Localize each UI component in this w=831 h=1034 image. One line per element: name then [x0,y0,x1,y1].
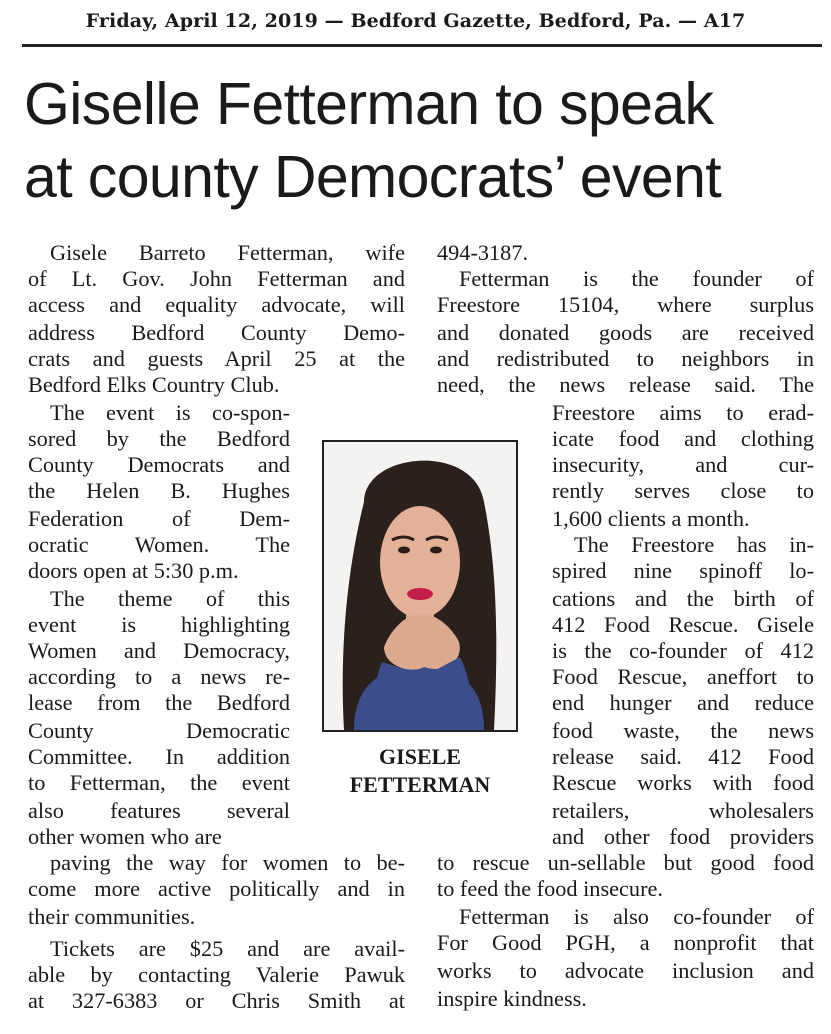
col2-line: insecurity, and cur- [552,452,814,477]
col1-line: Women and Democracy, [28,638,290,663]
col2-line: and donated goods are received [437,320,814,345]
col1-line: at 327-6383 or Chris Smith at [28,988,405,1013]
col2-line: 412 Food Rescue. Gisele [552,612,814,637]
col1-line: access and equality advocate, will [28,292,405,317]
col1-line: Federation of Dem- [28,506,290,531]
col1-line: Gisele Barreto Fetterman, wife [50,240,405,265]
col2-line: For Good PGH, a nonprofit that [437,930,814,955]
col2-line: icate food and clothing [552,426,814,451]
col2-line: 494-3187. [437,240,529,265]
col2-line: Freestore 15104, where surplus [437,292,814,317]
col2-line: Rescue works with food [552,770,814,795]
col2-line: Food Rescue, aneffort to [552,664,814,689]
col1-line: lease from the Bedford [28,690,290,715]
col2-line: works to advocate inclusion and [437,958,814,983]
col1-line: their communities. [28,904,196,929]
col1-line: paving the way for women to be- [50,850,405,875]
col1-line: able by contacting Valerie Pawuk [28,962,405,987]
folio-rule [22,44,822,47]
photo-caption-line-2: FETTERMAN [349,772,491,797]
col2-line: cations and the birth of [552,586,814,611]
page-folio: Friday, April 12, 2019 — Bedford Gazette, Bedford, Pa. — A17 [85,10,746,32]
col2-line: and redistributed to neighbors in [437,346,814,371]
col2-line: retailers, wholesalers [552,798,814,823]
col2-line: Fetterman is also co-founder of [459,904,814,929]
headline-line-2: at county Democrats’ event [24,144,722,210]
col1-line: Bedford Elks Country Club. [28,372,280,397]
headline-line-1: Giselle Fetterman to speak [24,71,714,137]
col1-line: crats and guests April 25 at the [28,346,405,371]
col1-line: ocratic Women. The [28,532,290,557]
col1-line: to Fetterman, the event [28,770,290,795]
col2-line: inspire kindness. [437,986,587,1011]
col2-line: Freestore aims to erad- [552,400,814,425]
col2-line: to feed the food insecure. [437,876,663,901]
col2-line: need, the news release said. The [437,372,814,397]
col1-line: Tickets are $25 and are avail- [50,936,405,961]
col2-line: food waste, the news [552,718,814,743]
col1-line: according to a news re- [28,664,290,689]
headline [24,68,824,214]
col2-line: end hunger and reduce [552,690,814,715]
col2-line: 1,600 clients a month. [552,506,750,531]
col1-line: also features several [28,798,290,823]
col1-line: County Democrats and [28,452,290,477]
col1-line: event is highlighting [28,612,290,637]
col2-line: is the co-founder of 412 [552,638,814,663]
photo-caption-line-1: GISELE [379,744,461,769]
col1-line: Committee. In addition [28,744,290,769]
portrait-illustration [324,442,516,730]
col1-line: County Democratic [28,718,290,743]
col1-line: the Helen B. Hughes [28,478,290,503]
col1-line: of Lt. Gov. John Fetterman and [28,266,405,291]
portrait-photo [322,440,518,732]
col2-line: rently serves close to [552,478,814,503]
col1-line: doors open at 5:30 p.m. [28,558,239,583]
col2-line: The Freestore has in- [574,532,814,557]
col2-line: release said. 412 Food [552,744,814,769]
col1-line: The theme of this [50,586,290,611]
col1-line: sored by the Bedford [28,426,290,451]
col2-line: and other food providers [552,824,814,849]
col1-line: address Bedford County Demo- [28,320,405,345]
col2-line: to rescue un-sellable but good food [437,850,814,875]
col1-line: come more active politically and in [28,876,405,901]
col2-line: spired nine spinoff lo- [552,558,814,583]
col1-line: other women who are [28,824,222,849]
col1-line: The event is co-spon- [50,400,290,425]
col2-line: Fetterman is the founder of [459,266,814,291]
